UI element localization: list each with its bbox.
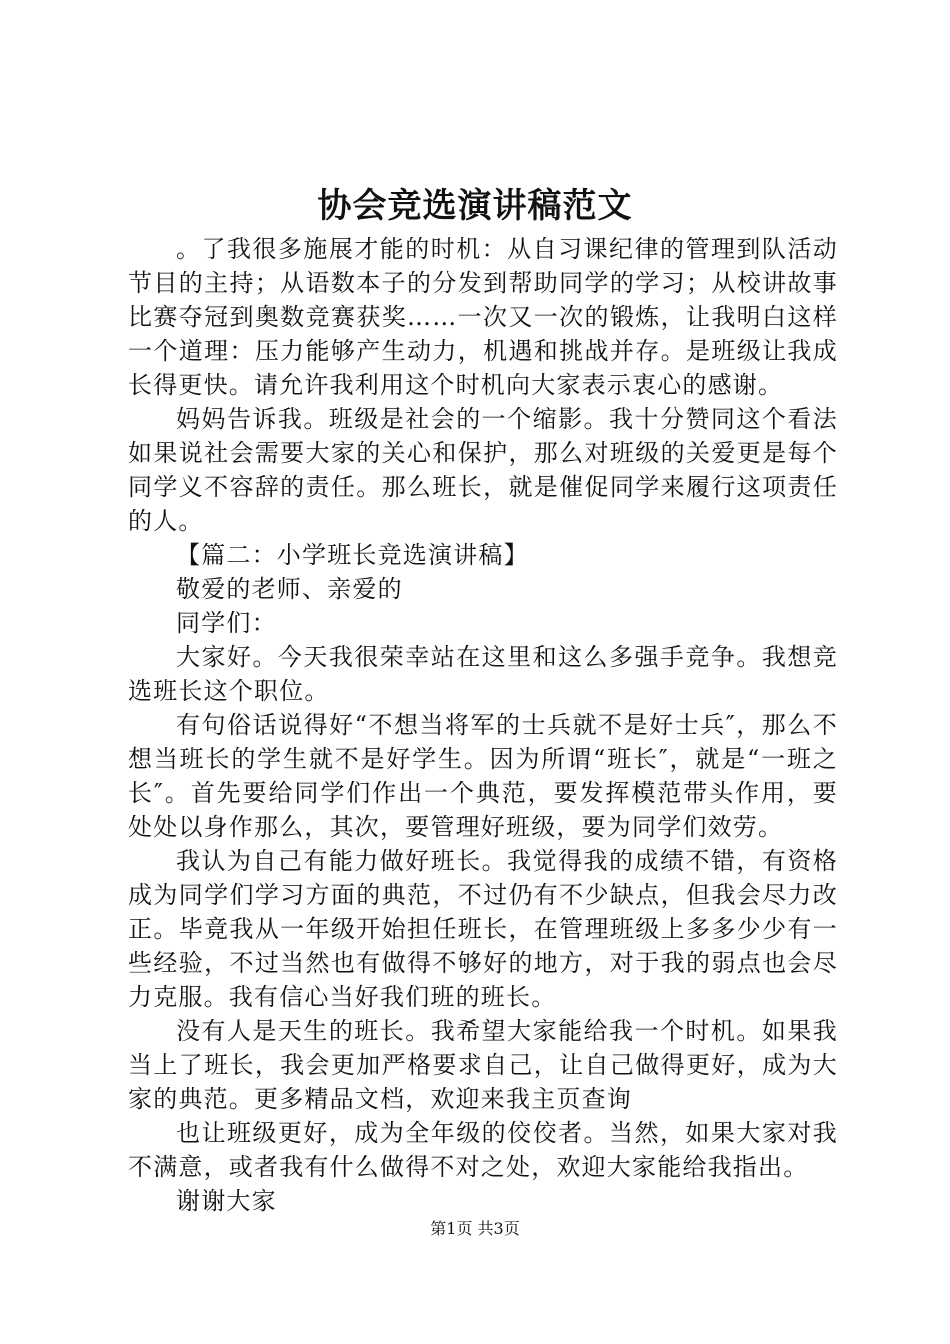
paragraph-greeting: 大家好。今天我很荣幸站在这里和这么多强手竞争。我想竞选班长这个职位。 xyxy=(128,643,838,705)
paragraph-ability: 我认为自己有能力做好班长。我觉得我的成绩不错，有资格成为同学们学习方面的典范，不过仍有不少缺点，但我会尽力改正。毕竟我从一年级开始担任班长，在管理班级上多多少少有一些经验，不过当然也有做得不够好的地方，对于我的弱点也会尽力克服。我有信心当好我们班的班长。 xyxy=(128,847,838,1011)
paragraph-intro: 。了我很多施展才能的时机：从自习课纪律的管理到队活动节目的主持；从语数本子的分发到帮助同学的学习；从校讲故事比赛夺冠到奥数竞赛获奖……一次又一次的锻炼，让我明白这样一个道理：压力能够产生动力，机遇和挑战并存。是班级让我成长得更快。请允许我利用这个时机向大家表示衷心的感谢。 xyxy=(128,235,838,399)
salutation-line-2: 同学们： xyxy=(176,609,277,637)
document-title: 协会竞选演讲稿范文 xyxy=(317,186,633,226)
paragraph-closing: 也让班级更好，成为全年级的佼佼者。当然，如果大家对我不满意，或者我有什么做得不对之处，欢迎大家能给我指出。 xyxy=(128,1119,838,1181)
section-heading: 【篇二：小学班长竞选演讲稿】 xyxy=(176,541,529,569)
document-body xyxy=(128,232,838,1218)
paragraph-mother: 妈妈告诉我。班级是社会的一个缩影。我十分赞同这个看法如果说社会需要大家的关心和保护，那么对班级的关爱更是每个同学义不容辞的责任。那么班长，就是催促同学来履行这项责任的人。 xyxy=(128,405,838,535)
salutation-line-1: 敬爱的老师、亲爱的 xyxy=(176,575,403,603)
page-footer: 第1页 共3页 xyxy=(430,1219,520,1238)
paragraph-thanks: 谢谢大家 xyxy=(176,1187,277,1215)
paragraph-opportunity: 没有人是天生的班长。我希望大家能给我一个时机。如果我当上了班长，我会更加严格要求自己，让自己做得更好，成为大家的典范。更多精品文档，欢迎来我主页查询 xyxy=(128,1017,838,1113)
paragraph-proverb: 有句俗话说得好“不想当将军的士兵就不是好士兵″，那么不想当班长的学生就不是好学生。因为所谓“班长″，就是“一班之长″。首先要给同学们作出一个典范，要发挥模范带头作用，要处处以身作那么，其次，要管理好班级，要为同学们效劳。 xyxy=(128,711,838,841)
